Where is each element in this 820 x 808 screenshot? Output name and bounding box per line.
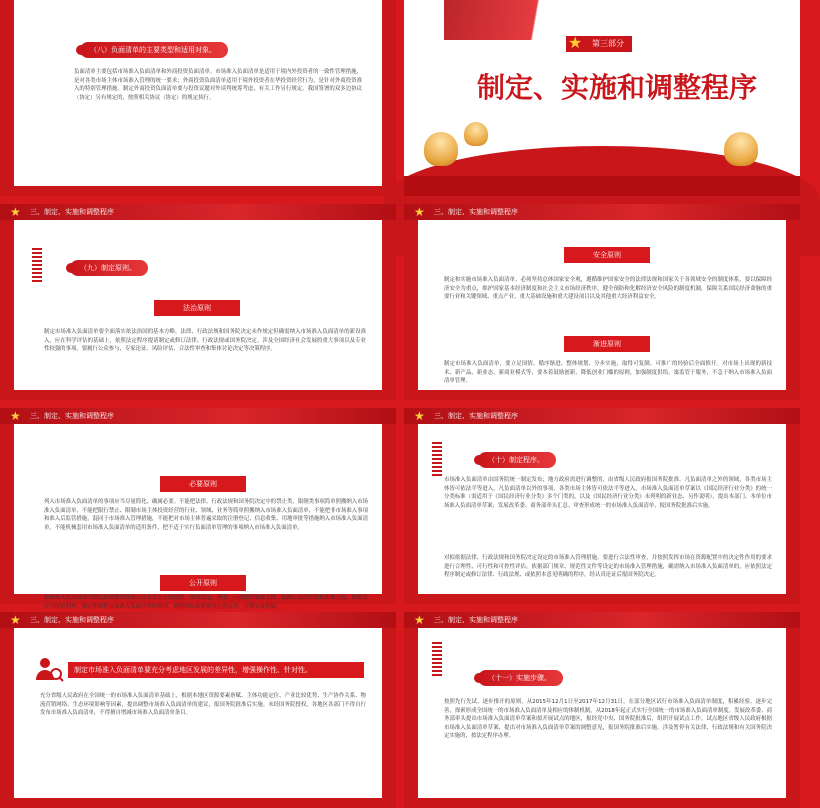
slide-6-body-1: 市场准入负面清单由国务院统一制定发布；地方政府需进行调整的，由省级人民政府报国务院批准。凡负面清单之外的领域，各类市场主体皆可依法平等进入。凡负面清单以外的事项，各类市场主体皆可依法平等进入。市场准入负面清单草案以《国民经济行业分类》的统一分类标准（需适用于《国民经济行业分类》多个门类的，以及《国民经济行业分类》未列明的新业态、另作说明），提出本部门、本单位市场准入负面清单草案；发展改革委、商务部牵头汇总、审查形成统一的市场准入负面清单，报国务院批准后实施。 (444, 477, 772, 509)
section-title: 制定、实施和调整程序 (476, 71, 757, 104)
slide-5-content (14, 424, 382, 610)
slide-1-content (14, 0, 382, 186)
breadcrumb: 三、制定、实施和调整程序 (434, 412, 518, 420)
slide-3-body: 制定市场准入负面清单要全面落实依法治国的基本方略。法律、行政法规和国务院决定未作规定但确需纳入市场准入负面清单的新设准入，应在科学评估的基础上，依照法定程序提请制定或修订法律、行政法规或国务院决定。涉及全国经济社会发展的重大事项以及专业性较强的事项，要履行公众参与、专家论证、风险评估、合法性审查和集体讨论决定等决策程序。 (44, 329, 366, 352)
slide-1[interactable] (0, 0, 396, 196)
ribbon-label: 公开原则 (160, 575, 246, 591)
slide-6[interactable] (404, 408, 800, 604)
star-icon: ★ (10, 205, 21, 219)
lotus-decoration (464, 122, 488, 146)
slide-1-body: 负面清单主要包括市场准入负面清单和外商投资负面清单。市场准入负面清单是适用于境内外投资者的一致性管理措施，是对各类市场主体市场准入管理的统一要求；外商投资负面清单适用于境外投资者在华投资经营行为，是针对外商投资准入的特别管理措施。制定外商投资负面清单要与投资议题对外谈判统筹考虑，有关工作另行规定。我国签署的双多边协议（协定）另有规定的，按照相关协议（协定）的规定执行。 (74, 69, 362, 101)
ribbon-label: 安全原则 (564, 247, 650, 263)
slide-4[interactable] (404, 204, 800, 400)
slide-3-content (14, 220, 382, 390)
star-icon: ★ (10, 409, 21, 423)
star-icon: ★ (568, 33, 583, 52)
ribbon-label: 法治原则 (154, 300, 240, 316)
breadcrumb: 三、制定、实施和调整程序 (434, 616, 518, 624)
ribbon-label: 必要原则 (160, 476, 246, 492)
slide-header (404, 204, 800, 220)
slide-7-body: 充分省级人民政府在全国统一的市场准入负面清单基础上，根据本地区资源要素禀赋、主体功能定位、产业比较优势、生产协作关系、物流营销网络、生态环境影响等因素，提出调整市场准入负面清单的建议，报国务院批准后实施。未经国务院授权，各地区各部门不得自行发布市场准入负面清单，不得擅自增减市场准入负面清单条目。 (40, 693, 366, 716)
part-label: 第三部分 (566, 36, 632, 52)
stripe-decoration (432, 442, 442, 476)
red-wave-decoration (404, 176, 800, 196)
slide-3-heading: （九）制定原则。 (70, 260, 148, 276)
slide-header (404, 408, 800, 424)
breadcrumb: 三、制定、实施和调整程序 (30, 412, 114, 420)
star-icon: ★ (414, 409, 425, 423)
slide-8[interactable] (404, 612, 800, 808)
slide-8-heading: （十一）实施步骤。 (478, 670, 563, 686)
flag-decoration (444, 0, 624, 40)
slide-1-heading: （八）负面清单的主要类型和适用对象。 (80, 42, 228, 58)
stripe-decoration (32, 248, 42, 282)
slide-5[interactable] (0, 408, 396, 610)
star-icon: ★ (10, 613, 21, 627)
slide-7-content (14, 628, 382, 798)
people-icon (34, 654, 64, 684)
slide-8-body: 按照先行先试、逐步推开的原则，从2015年12月1日至2017年12月31日，在部分地区试行市场准入负面清单制度，积累经验、逐步完善，探索形成全国统一的市场准入负面清单及相应的体制机制，从2018年起正式实行全国统一的市场准入负面清单制度。发展改革委、商务部牵头提出市场准入负面清单草案和拟开展试点的地区，报经党中央、国务院批准后，组织开展试点工作。试点地区省级人民政府根据市场准入负面清单草案，提出对市场准入负面清单草案的调整意见，报国务院批准后实施。涉及暂停有关法律、行政法规和有关国务院决定实施的，按法定程序办理。 (444, 699, 772, 739)
slide-2-section-title[interactable] (404, 0, 800, 196)
slide-6-content (418, 424, 786, 594)
slide-4-content (418, 220, 786, 390)
star-icon: ★ (414, 613, 425, 627)
slide-3[interactable] (0, 204, 396, 400)
lotus-decoration (724, 132, 758, 166)
banner-text: 制定市场准入负面清单要充分考虑地区发展的差异性，增强操作性、针对性。 (68, 662, 364, 678)
slide-5-body-1: 列入市场准入负面清单的事项应当尽量简化、确属必要。不能把法律、行政法规和国务院决定中的禁止类、限制类事项简单照搬纳入市场准入负面清单，不能把限行禁止、限制市场主体投资经营的行业、领域、业务等简单照搬纳入市场准入负面清单，不能把非市场准入事项和准入后监管措施，混同于市场准入管理措施，不能把对市场主体普遍采取的注册登记、信息收集、用地审批等措施纳入市场准入负面清单。不能机械套用市场准入负面清单的适用条件，把不适于实行负面清单管理的事项纳入市场准入负面清单。 (44, 499, 368, 531)
slide-header (0, 612, 396, 628)
breadcrumb: 三、制定、实施和调整程序 (30, 208, 114, 216)
slide-header (0, 408, 396, 424)
slide-4-body-1: 制定和实施市场准入负面清单，必须坚持总体国家安全观，遵循维护国家安全的法律法规和国家关于各领域安全的制度体系，要以保障经济安全为重点，维护国家基本经济制度和社会主义市场经济秩序，健全预防和化解经济安全风险的制度机制，保障关系国民经济命脉的重要行业和关键领域、重点产业、重大基础设施和重大建设项目以及其他重大经济利益安全。 (444, 277, 772, 300)
slide-4-body-2: 制定市场准入负面清单，要立足国情、循序渐进、整体规划、分步实施，取得可复制、可推广的经验后全面推开。对市场上出现的新技术、新产品、新业态、新商业模式等，要本着鼓励创新、降低创业门槛的原则，加强制度供给，寓监管于服务，不急于纳入市场准入负面清单管理。 (444, 361, 772, 384)
slide-5-body-2: 市场准入负面清单的制定和调整要体现公开公平公正的原则，形成稳定、透明、可预期的制度安排，保障公众的知情权和参与权。除依法应当保密的外，制定和调整市场准入负面清单的事项、依据和结果都要向社会公开，方便公众查阅。 (44, 595, 368, 610)
slide-6-body-2: 对拟依据法律、行政法规和国务院决定设定的市场准入管理措施，要进行合法性审查，并按照发挥市场在资源配置中的决定性作用的要求进行合理性、可行性和可控性评估。依据部门规章、规范性文件等设定的市场准入管理措施，确需纳入市场准入负面清单的，应依照法定程序制定或修订法律、行政法规、或依照本意见明确的程序，经认真论证后报国务院决定。 (444, 555, 772, 578)
star-icon: ★ (414, 205, 425, 219)
breadcrumb: 三、制定、实施和调整程序 (30, 616, 114, 624)
slide-6-heading: （十）制定程序。 (478, 452, 556, 468)
stripe-decoration (432, 642, 442, 676)
slide-8-content (418, 628, 786, 798)
slide-7[interactable] (0, 612, 396, 808)
slide-header (0, 204, 396, 220)
breadcrumb: 三、制定、实施和调整程序 (434, 208, 518, 216)
slide-header (404, 612, 800, 628)
ribbon-label: 渐进原则 (564, 336, 650, 352)
lotus-decoration (424, 132, 458, 166)
